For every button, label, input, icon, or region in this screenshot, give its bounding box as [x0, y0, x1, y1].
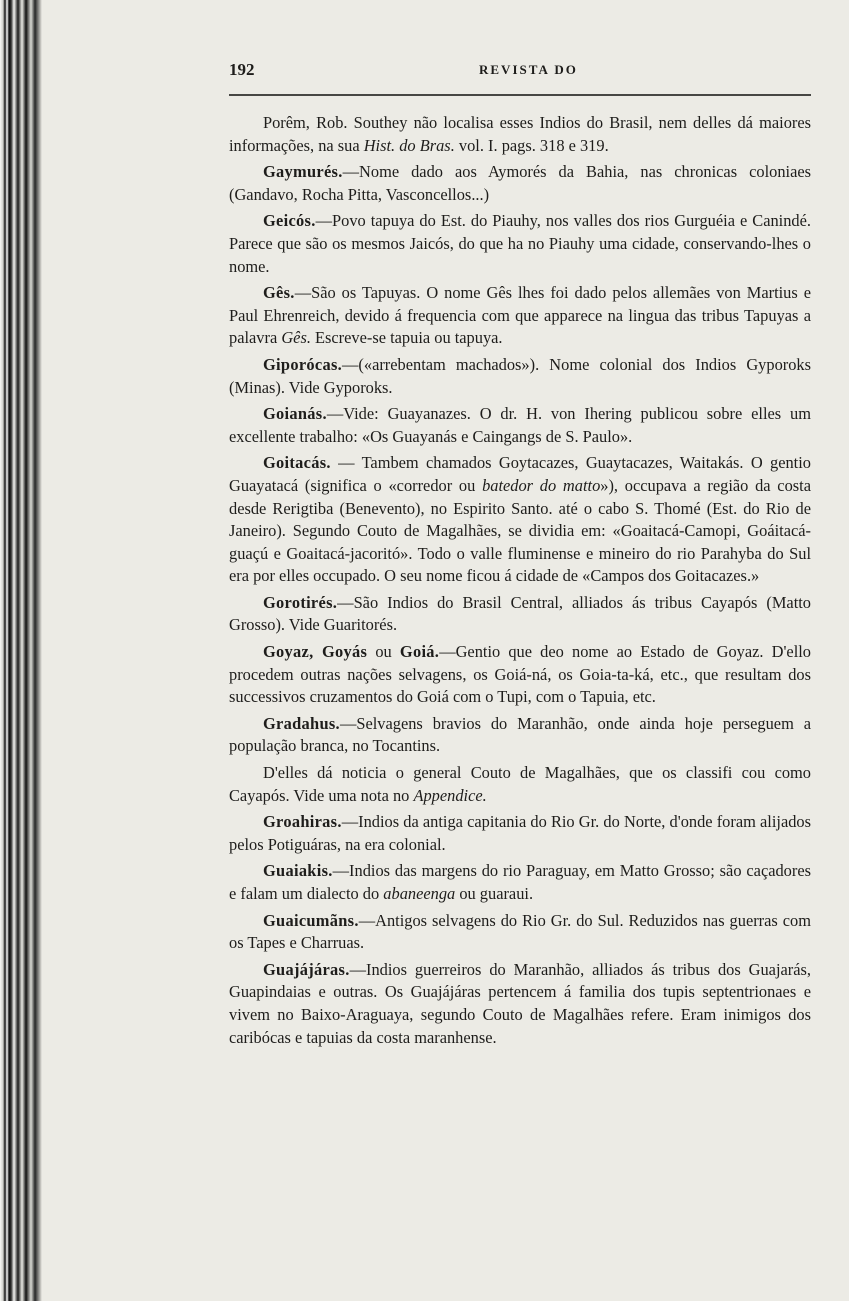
dictionary-entry: [229, 910, 811, 955]
italic-text: batedor do matto: [482, 475, 601, 495]
entry-headword: Gaymurés.: [263, 162, 343, 182]
entry-text: —Gentio que deo nome ao Estado de Goyaz. D'ello procedem outras nações selvagens, os Goiá-ná, os Goia-ta-ká, etc., que resultam dos successivos cruzamentos do Goiá com o Tupi, com o Tapuia, etc.: [229, 642, 812, 707]
entry-text: —Antigos selvagens do Rio Gr. do Sul. Reduzidos nas guerras com os Tapes e Charruas.: [229, 910, 811, 953]
dictionary-entry: [229, 713, 811, 758]
entry-headword: Gradahus.: [263, 713, 340, 733]
entry-text: vol. I. pags. 318 e 319.: [454, 135, 609, 155]
italic-text: abaneenga: [383, 884, 456, 903]
dictionary-entry: [229, 860, 811, 905]
dictionary-entry: [229, 641, 811, 709]
dictionary-entry: [229, 354, 811, 399]
entry-text: —(«arrebentam machados»). Nome colonial dos Indios Gyporoks (Minas). Vide Gyporoks.: [229, 354, 811, 397]
entry-text: —Indios das margens do rio Paraguay, em Matto Grosso; são caçadores e falam um dialecto do: [229, 861, 811, 903]
dictionary-entry: [229, 403, 811, 448]
entry-text: —Selvagens bravios do Maranhão, onde ainda hoje perseguem a população branca, no Tocantins.: [229, 713, 811, 756]
italic-text: Appendice.: [413, 785, 487, 805]
entry-headword: Guaicumãns.: [263, 910, 359, 930]
dictionary-entry: [229, 592, 811, 637]
entry-text: Porêm, Rob. Southey não localisa esses Indios do Brasil, nem delles dá maiores informações, na sua: [229, 113, 811, 155]
entry-text: »), occupava a região da costa desde Rerigtiba (Benevento), no Espirito Santo. até o cabo S. Thomé (Est. do Rio de Janeiro). Segundo Couto de Magalhães, se dividia em: «Goaitacá-Camopi, Goáitacá-guaçú e Goaitacá-jacoritó». Todo o valle fluminense e mineiro do rio Parahyba do Sul era por elles occupado. O seu nome ficou á cidade de «Campos dos Goitacazes.»: [229, 475, 811, 586]
dictionary-entry: [229, 161, 811, 206]
entry-headword: Gorotirés.: [263, 592, 338, 612]
page-header: [229, 58, 811, 84]
entry-text: —Indios da antiga capitania do Rio Gr. do Norte, d'onde foram alijados pelos Potiguáras, na era colonial.: [229, 812, 811, 854]
entry-text: —Povo tapuya do Est. do Piauhy, nos valles dos rios Gurguéia e Canindé. Parece que são os mesmos Jaicós, do que ha no Piauhy uma cidade, conservando-lhes o nome.: [229, 211, 811, 276]
entry-headword: Geicós.: [263, 211, 316, 231]
book-binding-edge: [0, 0, 42, 1301]
entry-headword: Goyaz, Goyás: [263, 642, 368, 662]
entry-headword: Gês.: [263, 283, 295, 303]
entry-text: —São Indios do Brasil Central, alliados ás tribus Cayapós (Matto Grosso). Vide Guaritorés.: [229, 592, 811, 635]
dictionary-entry: [229, 112, 811, 157]
italic-text: Hist. do Bras.: [363, 135, 455, 155]
page-number: 192: [229, 60, 255, 79]
entry-headword: Goitacás.: [263, 453, 331, 473]
entry-headword: Guajájáras.: [263, 959, 350, 979]
italic-text: Gês.: [281, 328, 311, 348]
entry-headword: Groahiras.: [263, 812, 342, 832]
entry-headword: Goiá.: [399, 642, 440, 662]
entry-text: ou: [367, 642, 400, 662]
book-page: [229, 0, 811, 1301]
header-rule: [229, 94, 811, 96]
dictionary-entries: [229, 112, 811, 1053]
entry-text: —Indios guerreiros do Maranhão, alliados ás tribus dos Guajarás, Guapindaias e outras. Os Guajájáras pertencem á familia dos tupis septentrionaes e vivem no Baixo-Araguaya, segundo Couto de Magalhães refere. Eram inimigos dos caribócas e tapuias da costa maranhense.: [229, 959, 811, 1047]
entry-text: — Tambem chamados Goytacazes, Guaytacazes, Waitakás. O gentio Guayatacá (significa o «corredor ou: [229, 453, 811, 495]
dictionary-entry: [229, 959, 811, 1049]
dictionary-entry: [229, 210, 811, 278]
entry-headword: Goianás.: [263, 404, 327, 424]
dictionary-entry: [229, 762, 811, 807]
running-head: REVISTA DO: [479, 62, 578, 77]
dictionary-entry: [229, 452, 811, 588]
entry-text: —Nome dado aos Aymorés da Bahia, nas chronicas coloniaes (Gandavo, Rocha Pitta, Vasconcellos...): [229, 162, 811, 204]
dictionary-entry: [229, 811, 811, 856]
entry-headword: Giporócas.: [263, 354, 343, 374]
entry-headword: Guaiakis.: [263, 861, 333, 881]
entry-text: Escreve-se tapuia ou tapuya.: [310, 328, 503, 348]
entry-text: —Vide: Guayanazes. O dr. H. von Ihering publicou sobre elles um excellente trabalho: «Os Guayanás e Caingangs de S. Paulo».: [229, 404, 811, 446]
entry-text: ou guaraui.: [455, 884, 534, 903]
dictionary-entry: [229, 282, 811, 350]
entry-text: —São os Tapuyas. O nome Gês lhes foi dado pelos allemães von Martius e Paul Ehrenreich, devido á frequencia com que apparece na lingua das tribus Tapuyas a palavra: [229, 283, 811, 348]
entry-text: D'elles dá noticia o general Couto de Magalhães, que os classifi cou como Cayapós. Vide uma nota no: [229, 763, 811, 805]
